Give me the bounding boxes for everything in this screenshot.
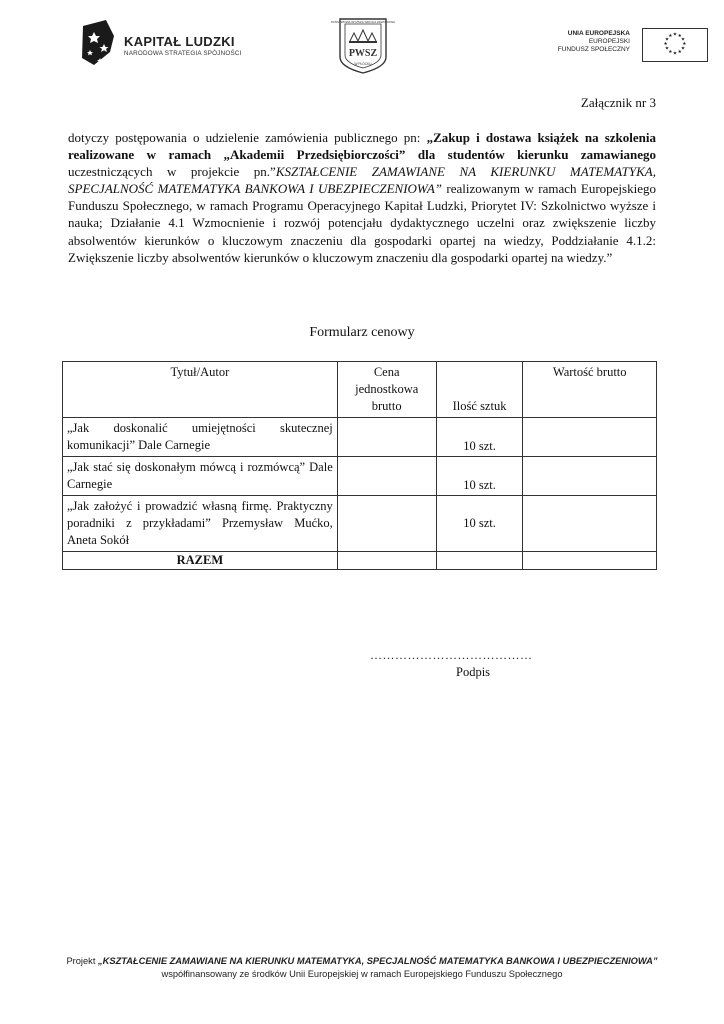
table-header-row <box>63 362 657 418</box>
total-label: RAZEM <box>63 552 338 570</box>
pwsz-emblem-icon <box>330 17 396 75</box>
row-3-value[interactable] <box>523 496 657 552</box>
svg-text:★: ★ <box>663 42 668 47</box>
total-quantity <box>436 552 523 570</box>
para-part-3: uczestniczących w projekcie pn.” <box>68 164 276 180</box>
footer-line-2: współfinansowany ze środków Unii Europejskiej w ramach Europejskiego Funduszu Społecznego <box>161 969 563 979</box>
row-2-value[interactable] <box>523 457 657 496</box>
price-table <box>62 361 657 570</box>
row-3-price[interactable] <box>337 496 436 552</box>
table-row <box>63 457 657 496</box>
svg-text:★: ★ <box>664 46 670 52</box>
eu-flag-icon <box>642 28 708 62</box>
svg-text:★: ★ <box>672 51 678 57</box>
svg-text:★: ★ <box>668 34 673 39</box>
svg-text:★: ★ <box>680 46 686 52</box>
row-1-quantity: 10 szt. <box>436 418 523 457</box>
pwsz-bottom-text: W PŁOCKU <box>354 62 372 66</box>
attachment-number: Załącznik nr 3 <box>580 95 656 110</box>
table-row <box>63 418 657 457</box>
para-part-1: dotyczy postępowania o udzielenie zamówienia publicznego pn: <box>68 130 427 145</box>
eu-line-2: EUROPEJSKI <box>588 38 630 45</box>
svg-text:★: ★ <box>682 42 687 47</box>
kapital-ludzki-logo-icon <box>80 18 118 68</box>
table-row <box>63 496 657 552</box>
page-footer <box>0 955 724 981</box>
header-total-value: Wartość brutto <box>523 362 657 418</box>
kapital-ludzki-subtitle: NARODOWA STRATEGIA SPÓJNOŚCI <box>124 50 242 57</box>
svg-text:★: ★ <box>672 32 678 38</box>
total-row <box>63 552 657 570</box>
footer-prefix: Projekt <box>66 956 98 966</box>
svg-text:★: ★ <box>664 37 670 43</box>
footer-line-1 <box>0 955 724 968</box>
signature-label: Podpis <box>456 665 491 679</box>
header-quantity: Ilość sztuk <box>436 362 523 418</box>
total-price[interactable] <box>337 552 436 570</box>
svg-text:★: ★ <box>677 34 682 39</box>
page-header <box>0 0 724 90</box>
svg-text:★: ★ <box>680 37 686 43</box>
row-2-quantity: 10 szt. <box>436 457 523 496</box>
row-3-title: „Jak założyć i prowadzić własną firmę. Praktyczny poradniki z przykładami” Przemysław Mućko, Aneta Sokół <box>63 496 338 552</box>
eu-line-3: FUNDUSZ SPOŁECZNY <box>557 46 630 53</box>
form-title: Formularz cenowy <box>309 325 415 340</box>
pwsz-logo-text: PWSZ <box>348 48 378 59</box>
intro-paragraph <box>68 129 656 266</box>
para-part-2-bold: „Zakup i dostawa książek na szkolenia realizowane w ramach „Akademii Przedsiębiorczości” dla studentów kierunku zamawianego <box>68 130 657 163</box>
eu-line-1: UNIA EUROPEJSKA <box>567 30 630 37</box>
pwsz-ring-text: PAŃSTWOWA WYŻSZA SZKOŁA ZAWODOWA <box>330 20 396 24</box>
row-2-title: „Jak stać się doskonałym mówcą i rozmówcą” Dale Carnegie <box>63 457 338 496</box>
header-title-author: Tytuł/Autor <box>63 362 338 418</box>
para-part-4-italic: KSZTAŁCENIE ZAMAWIANE NA KIERUNKU MATEMATYKA, SPECJALNOŚĆ MATEMATYKA BANKOWA I UBEZPIECZENIOWA” <box>68 164 656 197</box>
svg-text:★: ★ <box>668 50 673 55</box>
footer-project-name: „KSZTAŁCENIE ZAMAWIANE NA KIERUNKU MATEMATYKA, SPECJALNOŚĆ MATEMATYKA BANKOWA I UBEZPIECZENIOWA” <box>98 956 658 966</box>
row-1-price[interactable] <box>337 418 436 457</box>
eu-fund-text <box>558 30 630 54</box>
para-part-5: realizowanym w ramach Europejskiego Funduszu Społecznego, w ramach Programu Operacyjnego Kapitał Ludzki, Priorytet IV: Szkolnictwo wyższe i nauka; Działanie 4.1 Wzmocnienie i rozwój potencjału dydaktycznego uczelni oraz zwiększenie liczby absolwentów kierunków o kluczowym znaczeniu dla gospodarki opartej na wiedzy, Poddziałanie 4.1.2: Zwiększenie liczby absolwentów kierunków o kluczowym znaczeniu dla gospodarki opartej na wiedzy.” <box>68 181 656 265</box>
kapital-ludzki-text <box>124 34 242 57</box>
total-value[interactable] <box>523 552 657 570</box>
row-2-price[interactable] <box>337 457 436 496</box>
row-3-quantity: 10 szt. <box>436 496 523 552</box>
row-1-title: „Jak doskonalić umiejętności skutecznej komunikacji” Dale Carnegie <box>63 418 338 457</box>
svg-text:★: ★ <box>677 50 682 55</box>
row-1-value[interactable] <box>523 418 657 457</box>
kapital-ludzki-title: KAPITAŁ LUDZKI <box>124 34 235 49</box>
header-unit-price: Cena jednostkowa brutto <box>337 362 436 418</box>
signature-line: ………………………………… <box>370 648 533 662</box>
